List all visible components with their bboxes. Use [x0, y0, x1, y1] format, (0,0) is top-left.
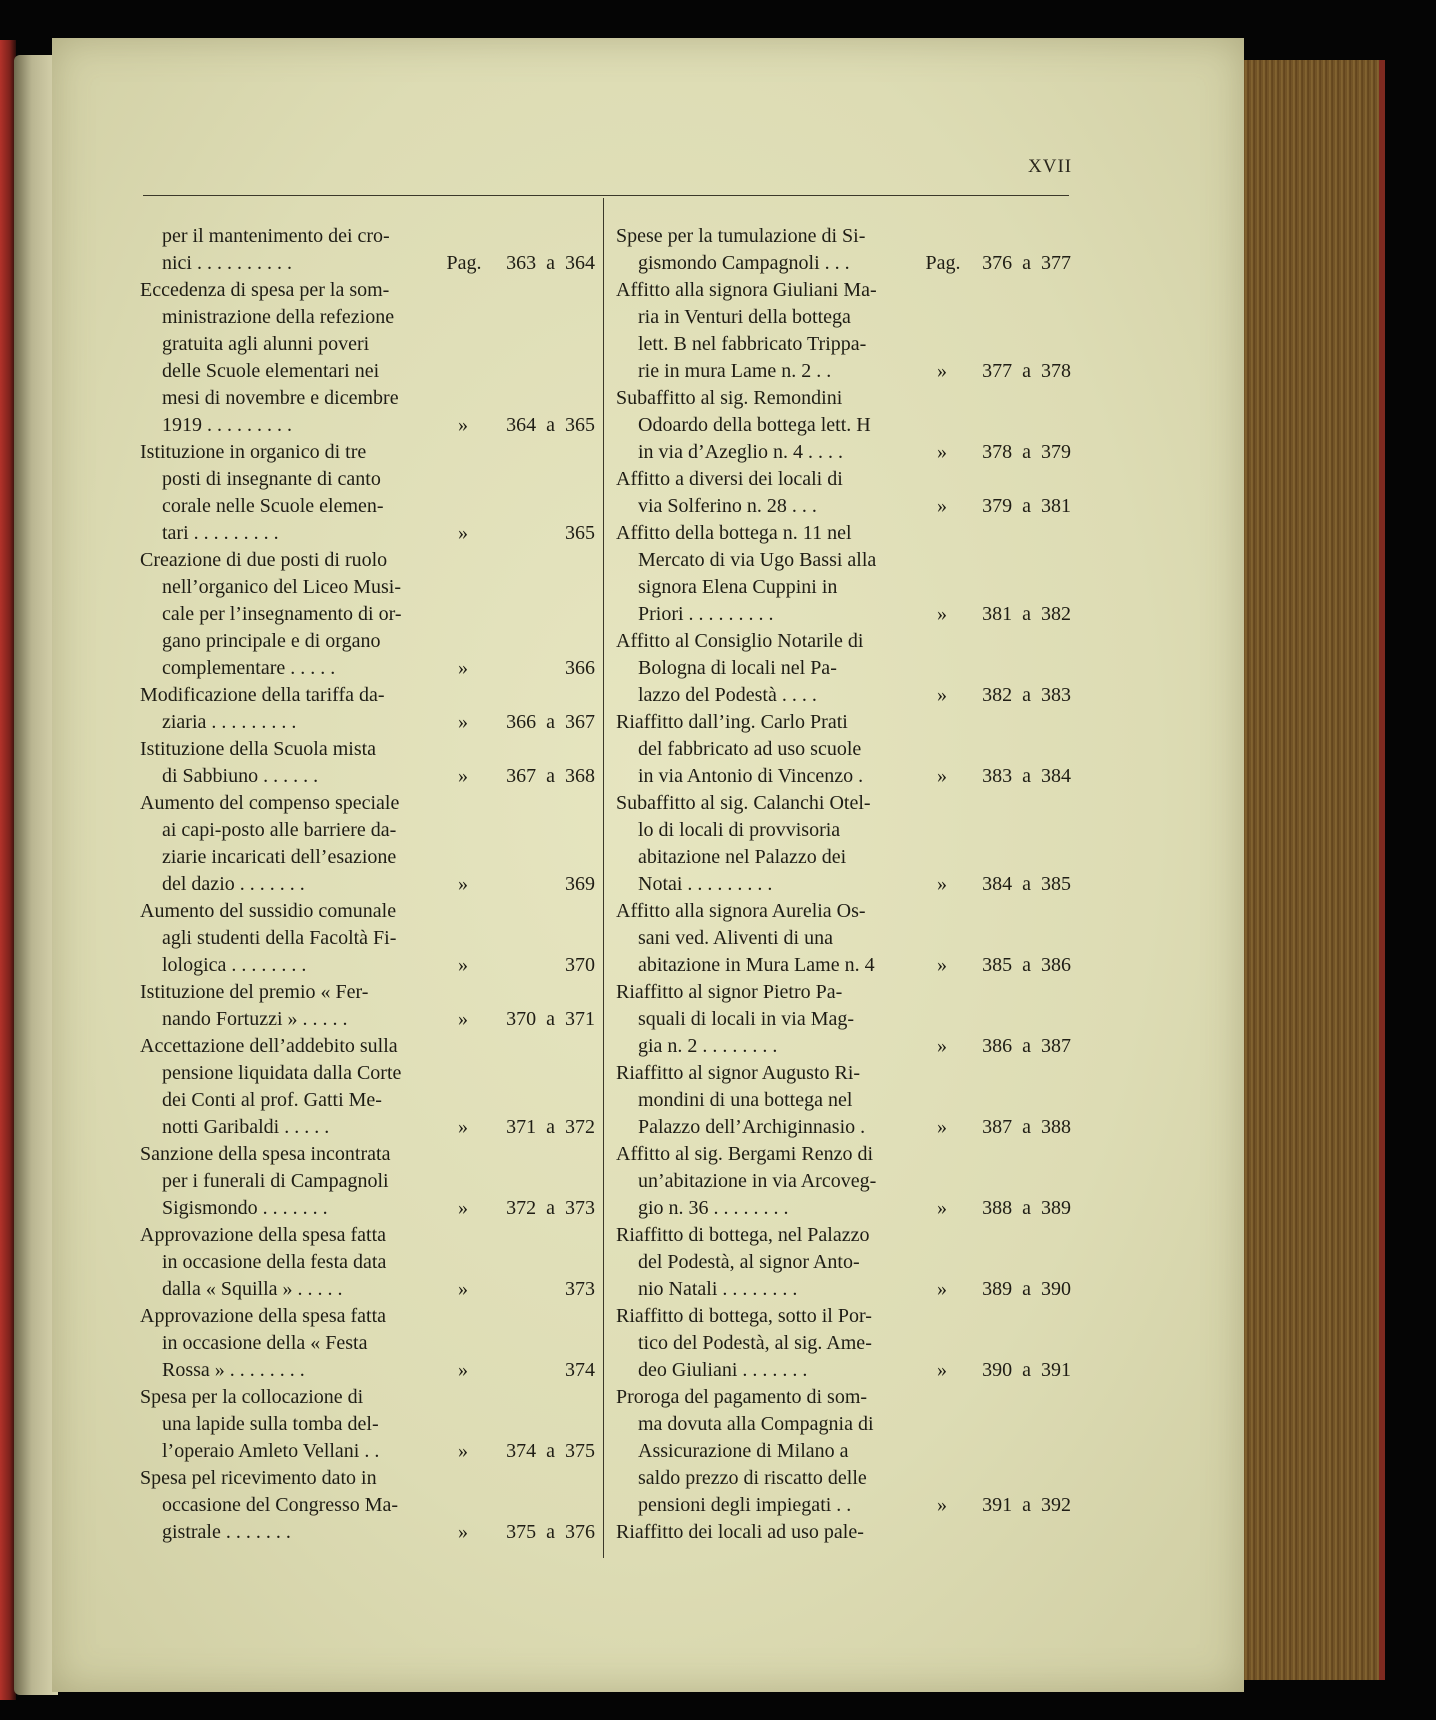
page-folio-number: XVII [1028, 156, 1073, 177]
index-entry-line [616, 655, 1071, 682]
entry-text: rie in mura Lame n. 2 . . [638, 360, 832, 382]
ditto-mark: » [458, 1359, 468, 1381]
index-entry-line [140, 1276, 595, 1303]
entry-text: ziarie incaricati dell’esazione [162, 846, 397, 868]
ditto-mark: » [937, 1035, 947, 1057]
index-entry-line [616, 547, 1071, 574]
entry-text: Creazione di due posti di ruolo [140, 549, 388, 571]
entry-text: lett. B nel fabbricato Trippa- [638, 333, 867, 355]
entry-text: Istituzione del premio « Fer- [140, 981, 369, 1003]
index-entry-line [616, 250, 1071, 277]
entry-text: Accettazione dell’addebito sulla [140, 1035, 398, 1057]
entry-text: Mercato di via Ugo Bassi alla [638, 549, 877, 571]
entry-text: pensione liquidata dalla Corte [162, 1062, 402, 1084]
index-entry-line [140, 547, 595, 574]
entry-text: Affitto al Consiglio Notarile di [616, 630, 864, 652]
page-range: 388 a 389 [982, 1197, 1071, 1219]
entry-text: nell’organico del Liceo Musi- [162, 576, 402, 598]
page-range: 386 a 387 [982, 1035, 1071, 1057]
entry-text: signora Elena Cuppini in [638, 576, 838, 598]
page-range: 371 a 372 [506, 1116, 595, 1138]
index-entry-line [616, 1276, 1071, 1303]
index-entry-line [616, 304, 1071, 331]
entry-text: gano principale e di organo [162, 630, 381, 652]
index-entry-line [616, 898, 1071, 925]
entry-text: Eccedenza di spesa per la som- [140, 279, 390, 301]
entry-text: tico del Podestà, al sig. Ame- [638, 1332, 872, 1354]
page-range: 370 a 371 [506, 1008, 595, 1030]
page-range: 364 a 365 [506, 414, 595, 436]
index-entry-line [616, 952, 1071, 979]
entry-text: gia n. 2 . . . . . . . . [638, 1035, 778, 1057]
page-range: 382 a 383 [982, 684, 1071, 706]
index-entry-line [140, 1330, 595, 1357]
ditto-mark: » [937, 1278, 947, 1300]
entry-text: 1919 . . . . . . . . . [162, 414, 292, 436]
index-entry-line [616, 1492, 1071, 1519]
ditto-mark: » [458, 1440, 468, 1462]
index-entry-line [616, 1168, 1071, 1195]
entry-text: Aumento del compenso speciale [140, 792, 400, 814]
index-entry-line [616, 223, 1071, 250]
page-range: 387 a 388 [982, 1116, 1071, 1138]
page-range: 365 [565, 522, 595, 544]
entry-text: agli studenti della Facoltà Fi- [162, 927, 397, 949]
index-entry-line [140, 1033, 595, 1060]
page-range: 383 a 384 [982, 765, 1071, 787]
index-entry-line [140, 331, 595, 358]
index-entry-line [140, 1384, 595, 1411]
index-entry-line [616, 979, 1071, 1006]
entry-text: Istituzione in organico di tre [140, 441, 367, 463]
entry-text: via Solferino n. 28 . . . [638, 495, 817, 517]
page-range: 389 a 390 [982, 1278, 1071, 1300]
index-entry-line [616, 439, 1071, 466]
entry-text: del dazio . . . . . . . [162, 873, 305, 895]
entry-text: in via d’Azeglio n. 4 . . . . [638, 441, 843, 463]
index-entry-line [140, 466, 595, 493]
index-entry-line [616, 331, 1071, 358]
entry-text: tari . . . . . . . . . [162, 522, 279, 544]
entry-text: Sanzione della spesa incontrata [140, 1143, 391, 1165]
index-entry-line [140, 1303, 595, 1330]
index-entry-line [616, 736, 1071, 763]
index-entry-line [140, 493, 595, 520]
entry-text: Affitto a diversi dei locali di [616, 468, 843, 490]
index-entry-line [140, 1438, 595, 1465]
index-entry-line [140, 520, 595, 547]
entry-text: Modificazione della tariffa da- [140, 684, 385, 706]
ditto-mark: » [458, 1521, 468, 1543]
ditto-mark: » [458, 1278, 468, 1300]
page-range: 366 a 367 [506, 711, 595, 733]
index-entry-line [140, 871, 595, 898]
page-range: 376 a 377 [982, 252, 1071, 274]
ditto-mark: » [458, 954, 468, 976]
index-entry-line [616, 277, 1071, 304]
entry-text: gistrale . . . . . . . [162, 1521, 291, 1543]
index-entry-line [140, 844, 595, 871]
entry-text: nio Natali . . . . . . . . [638, 1278, 798, 1300]
entry-text: lazzo del Podestà . . . . [638, 684, 817, 706]
index-entry-line [616, 628, 1071, 655]
index-entry-line [616, 385, 1071, 412]
index-entry-line [616, 1195, 1071, 1222]
index-entry-line [140, 1114, 595, 1141]
page-range: 370 [565, 954, 595, 976]
entry-text: Affitto al sig. Bergami Renzo di [616, 1143, 874, 1165]
entry-text: del fabbricato ad uso scuole [638, 738, 862, 760]
entry-text: ma dovuta alla Compagnia di [638, 1413, 874, 1435]
index-entry-line [616, 844, 1071, 871]
index-entry-line [616, 1303, 1071, 1330]
index-entry-line [140, 601, 595, 628]
entry-text: Assicurazione di Milano a [638, 1440, 849, 1462]
index-entry-line [616, 1222, 1071, 1249]
entry-text: lo di locali di provvisoria [638, 819, 841, 841]
ditto-mark: » [937, 1116, 947, 1138]
ditto-mark: » [458, 1197, 468, 1219]
entry-text: Riaffitto al signor Pietro Pa- [616, 981, 843, 1003]
ditto-mark: » [937, 1494, 947, 1516]
entry-text: Riaffitto dall’ing. Carlo Prati [616, 711, 848, 733]
entry-text: Spese per la tumulazione di Si- [616, 225, 866, 247]
entry-text: Spesa per la collocazione di [140, 1386, 364, 1408]
page-range: 372 a 373 [506, 1197, 595, 1219]
entry-text: Subaffitto al sig. Calanchi Otel- [616, 792, 871, 814]
ditto-mark: » [458, 1116, 468, 1138]
index-entry-line [140, 385, 595, 412]
index-entry-line [140, 1492, 595, 1519]
ditto-mark: » [937, 684, 947, 706]
index-entry-line [616, 1465, 1071, 1492]
index-entry-line [140, 979, 595, 1006]
ditto-mark: » [937, 1197, 947, 1219]
page-abbreviation: Pag. [446, 252, 482, 274]
entry-text: in via Antonio di Vincenzo . [638, 765, 864, 787]
entry-text: Approvazione della spesa fatta [140, 1224, 387, 1246]
index-entry-line [616, 1411, 1071, 1438]
entry-text: ministrazione della refezione [162, 306, 395, 328]
entry-text: del Podestà, al signor Anto- [638, 1251, 860, 1273]
index-entry-line [616, 412, 1071, 439]
entry-text: in occasione della festa data [162, 1251, 387, 1273]
entry-text: Notai . . . . . . . . . [638, 873, 773, 895]
entry-text: abitazione nel Palazzo dei [638, 846, 847, 868]
page-abbreviation: Pag. [925, 252, 961, 274]
entry-text: nando Fortuzzi » . . . . . [162, 1008, 348, 1030]
index-entry-line [140, 1357, 595, 1384]
entry-text: Aumento del sussidio comunale [140, 900, 397, 922]
entry-text: mondini di una bottega nel [638, 1089, 853, 1111]
entry-text: sani ved. Aliventi di una [638, 927, 833, 949]
page-range: 366 [565, 657, 595, 679]
index-entry-line [140, 790, 595, 817]
index-entry-line [140, 277, 595, 304]
page-range: 373 [565, 1278, 595, 1300]
index-entry-line [616, 871, 1071, 898]
index-column-right [616, 223, 1071, 1546]
index-entry-line [616, 493, 1071, 520]
index-entry-line [140, 439, 595, 466]
entry-text: lologica . . . . . . . . [162, 954, 307, 976]
entry-text: Subaffitto al sig. Remondini [616, 387, 843, 409]
entry-text: Riaffitto al signor Augusto Ri- [616, 1062, 861, 1084]
index-entry-line [616, 601, 1071, 628]
index-entry-line [140, 709, 595, 736]
header-rule [143, 195, 1069, 196]
entry-text: gismondo Campagnoli . . . [638, 252, 850, 274]
entry-text: Approvazione della spesa fatta [140, 1305, 387, 1327]
ditto-mark: » [458, 522, 468, 544]
index-entry-line [140, 1411, 595, 1438]
index-entry-line [616, 682, 1071, 709]
entry-text: di Sabbiuno . . . . . . [162, 765, 319, 787]
index-entry-line [140, 304, 595, 331]
index-entry-line [616, 358, 1071, 385]
entry-text: gratuita agli alunni poveri [162, 333, 370, 355]
index-entry-line [616, 790, 1071, 817]
entry-text: per i funerali di Campagnoli [162, 1170, 389, 1192]
ditto-mark: » [458, 873, 468, 895]
page-range: 377 a 378 [982, 360, 1071, 382]
index-entry-line [616, 1114, 1071, 1141]
index-entry-line [616, 925, 1071, 952]
entry-text: un’abitazione in via Arcoveg- [638, 1170, 877, 1192]
entry-text: Bologna di locali nel Pa- [638, 657, 837, 679]
page-range: 381 a 382 [982, 603, 1071, 625]
index-entry-line [616, 1357, 1071, 1384]
index-entry-line [140, 1060, 595, 1087]
index-entry-line [616, 1438, 1071, 1465]
entry-text: posti di insegnante di canto [162, 468, 381, 490]
ditto-mark: » [458, 657, 468, 679]
ditto-mark: » [937, 360, 947, 382]
entry-text: Priori . . . . . . . . . [638, 603, 774, 625]
entry-text: ria in Venturi della bottega [638, 306, 851, 328]
index-entry-line [616, 466, 1071, 493]
ditto-mark: » [458, 1008, 468, 1030]
entry-text: l’operaio Amleto Vellani . . [162, 1440, 380, 1462]
page-range: 367 a 368 [506, 765, 595, 787]
ditto-mark: » [937, 873, 947, 895]
entry-text: Rossa » . . . . . . . . [162, 1359, 305, 1381]
entry-text: Palazzo dell’Archiginnasio . [638, 1116, 866, 1138]
entry-text: cale per l’insegnamento di or- [162, 603, 402, 625]
index-entry-line [140, 655, 595, 682]
ditto-mark: » [458, 711, 468, 733]
ditto-mark: » [937, 1359, 947, 1381]
page-stack-edge [1244, 60, 1385, 1680]
index-entry-line [140, 628, 595, 655]
entry-text: Istituzione della Scuola mista [140, 738, 377, 760]
ditto-mark: » [458, 414, 468, 436]
entry-text: saldo prezzo di riscatto delle [638, 1467, 867, 1489]
ditto-mark: » [937, 954, 947, 976]
ditto-mark: » [937, 441, 947, 463]
entry-text: nici . . . . . . . . . . [162, 252, 292, 274]
entry-text: Affitto della bottega n. 11 nel [616, 522, 852, 544]
index-column-left [140, 223, 595, 1546]
entry-text: Affitto alla signora Giuliani Ma- [616, 279, 877, 301]
index-entry-line [140, 574, 595, 601]
index-entry-line [616, 1330, 1071, 1357]
index-entry-line [616, 1519, 1071, 1546]
index-entry-line [140, 1087, 595, 1114]
entry-text: ai capi-posto alle barriere da- [162, 819, 397, 841]
page-range: 385 a 386 [982, 954, 1071, 976]
entry-text: deo Giuliani . . . . . . . [638, 1359, 808, 1381]
entry-text: dalla « Squilla » . . . . . [162, 1278, 343, 1300]
index-entry-line [616, 1060, 1071, 1087]
entry-text: corale nelle Scuole elemen- [162, 495, 384, 517]
entry-text: abitazione in Mura Lame n. 4 [638, 954, 875, 976]
page-range: 378 a 379 [982, 441, 1071, 463]
index-entry-line [616, 1384, 1071, 1411]
entry-text: una lapide sulla tomba del- [162, 1413, 379, 1435]
index-entry-line [616, 1033, 1071, 1060]
page-range: 384 a 385 [982, 873, 1071, 895]
page-range: 363 a 364 [506, 252, 595, 274]
index-entry-line [616, 1249, 1071, 1276]
index-entry-line [616, 817, 1071, 844]
index-entry-line [140, 1168, 595, 1195]
index-entry-line [140, 1141, 595, 1168]
index-entry-line [616, 1141, 1071, 1168]
index-entry-line [140, 736, 595, 763]
index-entry-line [140, 817, 595, 844]
index-entry-line [140, 250, 595, 277]
entry-text: Proroga del pagamento di som- [616, 1386, 868, 1408]
column-divider-rule [603, 198, 604, 1558]
index-entry-line [616, 763, 1071, 790]
entry-text: per il mantenimento dei cro- [162, 225, 390, 247]
ditto-mark: » [937, 603, 947, 625]
index-entry-line [616, 574, 1071, 601]
index-entry-line [140, 1222, 595, 1249]
page-range: 379 a 381 [982, 495, 1071, 517]
index-entry-line [140, 952, 595, 979]
entry-text: occasione del Congresso Ma- [162, 1494, 399, 1516]
entry-text: in occasione della « Festa [162, 1332, 368, 1354]
entry-text: mesi di novembre e dicembre [162, 387, 399, 409]
index-entry-line [140, 358, 595, 385]
index-entry-line [140, 682, 595, 709]
entry-text: Riaffitto di bottega, sotto il Por- [616, 1305, 872, 1327]
index-entry-line [616, 1006, 1071, 1033]
entry-text: Spesa pel ricevimento dato in [140, 1467, 377, 1489]
page-range: 374 [565, 1359, 595, 1381]
ditto-mark: » [937, 765, 947, 787]
entry-text: gio n. 36 . . . . . . . . [638, 1197, 789, 1219]
entry-text: notti Garibaldi . . . . . [162, 1116, 330, 1138]
index-entry-line [140, 1195, 595, 1222]
page-range: 390 a 391 [982, 1359, 1071, 1381]
entry-text: squali di locali in via Mag- [638, 1008, 855, 1030]
page-range: 375 a 376 [506, 1521, 595, 1543]
entry-text: Riaffitto di bottega, nel Palazzo [616, 1224, 870, 1246]
index-entry-line [140, 1519, 595, 1546]
index-entry-line [140, 898, 595, 925]
entry-text: Odoardo della bottega lett. H [638, 414, 871, 436]
index-entry-line [140, 1249, 595, 1276]
entry-text: dei Conti al prof. Gatti Me- [162, 1089, 382, 1111]
index-entry-line [140, 412, 595, 439]
ditto-mark: » [937, 495, 947, 517]
index-entry-line [140, 925, 595, 952]
index-entry-line [616, 520, 1071, 547]
entry-text: complementare . . . . . [162, 657, 336, 679]
entry-text: delle Scuole elementari nei [162, 360, 380, 382]
entry-text: Affitto alla signora Aurelia Os- [616, 900, 866, 922]
entry-text: Riaffitto dei locali ad uso pale- [616, 1521, 864, 1543]
index-entry-line [616, 1087, 1071, 1114]
entry-text: ziaria . . . . . . . . . [162, 711, 297, 733]
entry-text: Sigismondo . . . . . . . [162, 1197, 328, 1219]
entry-text: pensioni degli impiegati . . [638, 1494, 852, 1516]
index-entry-line [140, 763, 595, 790]
page-range: 391 a 392 [982, 1494, 1071, 1516]
index-entry-line [140, 1006, 595, 1033]
index-entry-line [616, 709, 1071, 736]
page-range: 369 [565, 873, 595, 895]
index-entry-line [140, 223, 595, 250]
ditto-mark: » [458, 765, 468, 787]
page-range: 374 a 375 [506, 1440, 595, 1462]
index-entry-line [140, 1465, 595, 1492]
